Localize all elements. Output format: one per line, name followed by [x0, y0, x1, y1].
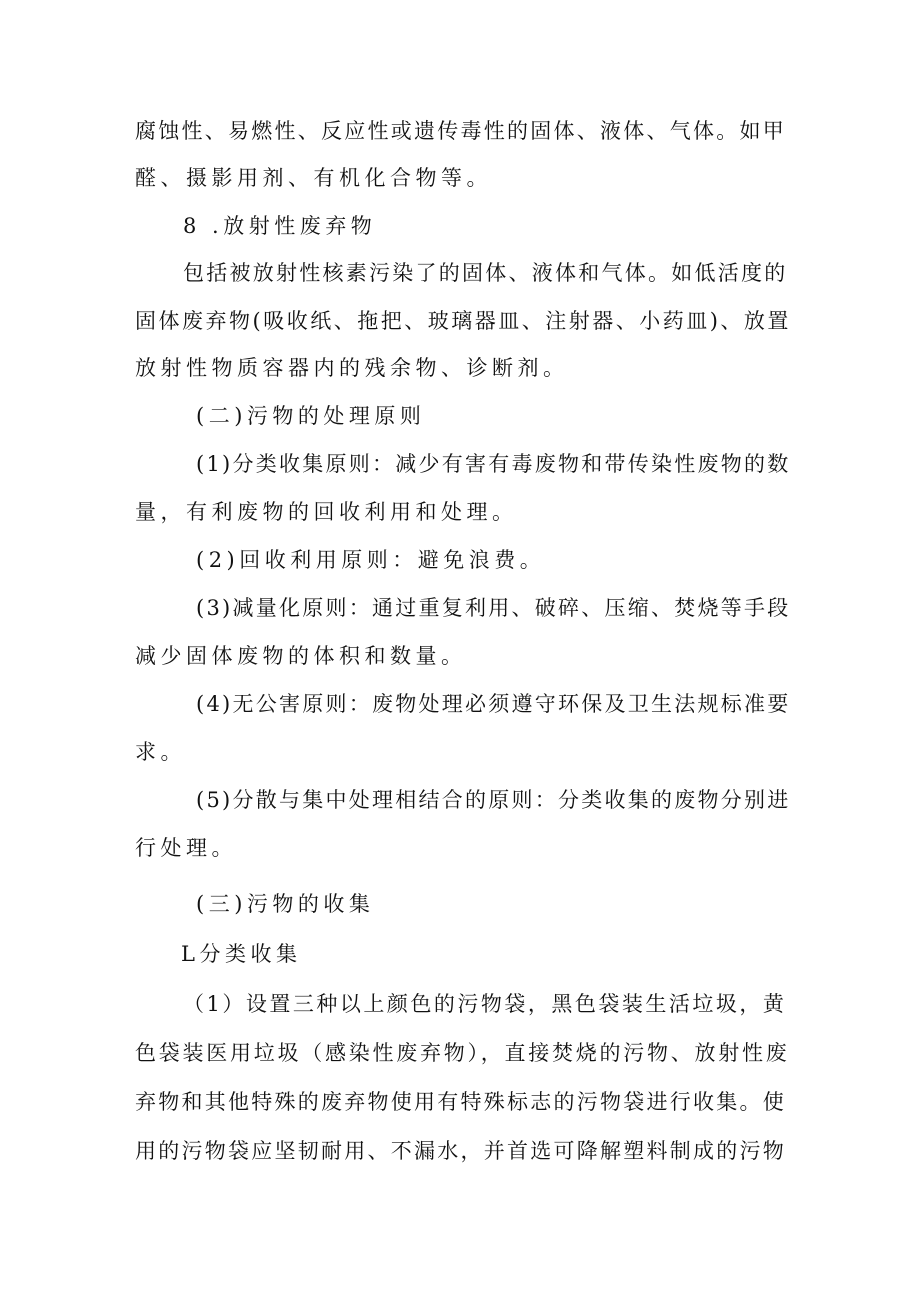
section-heading: 8 .放射性废弃物: [183, 214, 377, 238]
text-line: 色袋装医用垃圾（感染性废弃物），直接焚烧的污物、放射性废: [135, 1041, 790, 1065]
text-line: 行处理。: [135, 836, 237, 860]
text-line: (5)分散与集中处理相结合的原则：分类收集的废物分别进: [196, 788, 791, 812]
text-line: 固体废弃物(吸收纸、拖把、玻璃器皿、注射器、小药皿)、放置: [135, 309, 791, 333]
text-line: 包括被放射性核素污染了的固体、液体和气体。如低活度的: [183, 261, 788, 285]
text-line: (3)减量化原则：通过重复利用、破碎、压缩、焚烧等手段: [196, 596, 791, 620]
text-line: （1）设置三种以上颜色的污物袋，黑色袋装生活垃圾，黄: [183, 992, 787, 1016]
section-heading: (二)污物的处理原则: [196, 404, 426, 428]
text-line: 用的污物袋应坚韧耐用、不漏水，并首选可降解塑料制成的污物: [135, 1139, 786, 1163]
text-line: 求。: [135, 740, 186, 764]
text-line: (2)回收利用原则：避免浪费。: [196, 548, 546, 572]
text-line: 放射性物质容器内的残余物、诊断剂。: [135, 356, 569, 380]
text-line: 腐蚀性、易燃性、反应性或遗传毒性的固体、液体、气体。如甲: [135, 119, 786, 143]
text-line: 弃物和其他特殊的废弃物使用有特殊标志的污物袋进行收集。使: [135, 1090, 786, 1114]
text-line: 减少固体废物的体积和数量。: [135, 644, 467, 668]
section-heading: (三)污物的收集: [196, 892, 375, 916]
text-line: 量，有利废物的回收利用和处理。: [135, 500, 518, 524]
text-line: (1)分类收集原则：减少有害有毒废物和带传染性废物的数: [196, 452, 791, 476]
section-heading: L分类收集: [181, 942, 302, 966]
text-line: 醛、摄影用剂、有机化合物等。: [135, 166, 492, 190]
text-line: (4)无公害原则：废物处理必须遵守环保及卫生法规标准要: [196, 692, 791, 716]
